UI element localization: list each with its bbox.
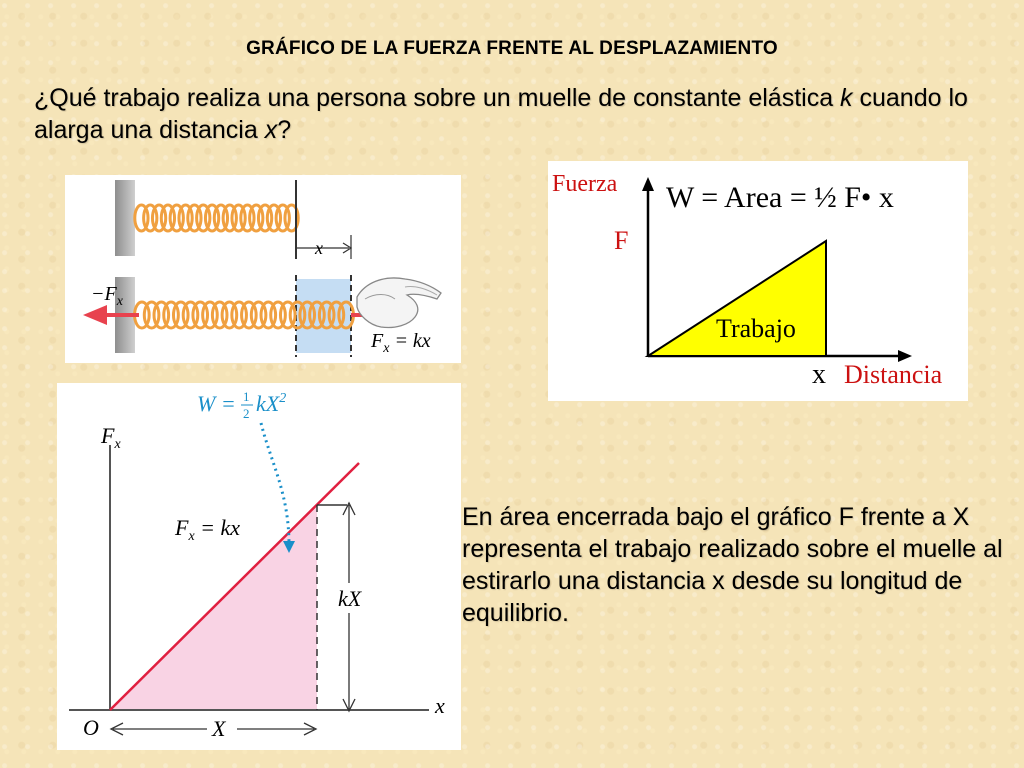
- formula-den: 2: [243, 406, 250, 421]
- work-graph-svg: [57, 383, 461, 750]
- question-k: k: [840, 84, 853, 112]
- x-label: x: [812, 359, 826, 390]
- area-equation: W = Area = ½ F• x: [666, 181, 894, 214]
- question-part-1: ¿Qué trabajo realiza una persona sobre un muelle de constante elástica: [34, 84, 841, 112]
- spring-diagram-svg: [65, 175, 461, 363]
- slide-title: GRÁFICO DE LA FUERZA FRENTE AL DESPLAZAMIENTO: [246, 38, 778, 59]
- spring-diagram: [65, 175, 461, 363]
- spring-stretched: [135, 302, 354, 328]
- x-axis-label: x: [435, 693, 445, 718]
- neg-force-label: $-F_x$: [91, 283, 123, 309]
- question-x: x: [264, 116, 278, 144]
- hand-icon: [357, 278, 441, 328]
- question-text: [34, 82, 1004, 146]
- explanation-text: En área encerrada bajo el gráfico F frente a X representa el trabajo realizado sobre el muelle al estirarlo una distancia x desde su longitud de equilibrio.: [462, 503, 1003, 627]
- formula-pointer: [261, 423, 289, 545]
- question-part-3: ?: [277, 116, 292, 144]
- formula-rest: $kX^2$: [256, 391, 287, 416]
- wall-top: [115, 180, 135, 256]
- x-axis-label: Distancia: [844, 360, 943, 389]
- f-label: F: [614, 226, 629, 255]
- area-label: Trabajo: [716, 314, 796, 343]
- line-equation-label: $F_x$ = kx: [175, 515, 241, 544]
- force-area-svg: [548, 161, 968, 401]
- question-part-2: cuando lo alarga una distancia: [34, 84, 968, 144]
- base-label: X: [212, 716, 226, 741]
- x-dimension-label: x: [315, 238, 323, 258]
- spring-relaxed: [135, 205, 298, 231]
- formula-num: 1: [243, 389, 250, 404]
- y-axis-label: $F_x$: [101, 423, 121, 452]
- force-area-diagram: [548, 161, 968, 401]
- force-label: $F_x$ = kx: [371, 330, 431, 356]
- origin-label: O: [83, 715, 99, 740]
- y-axis-label: Fuerza: [552, 171, 618, 197]
- height-label: kX: [338, 586, 362, 611]
- y-axis-arrow: [642, 177, 654, 191]
- work-formula: [197, 389, 286, 421]
- left-force-arrowhead: [83, 305, 107, 325]
- work-graph-diagram: [57, 383, 461, 750]
- formula-w: W =: [197, 391, 236, 416]
